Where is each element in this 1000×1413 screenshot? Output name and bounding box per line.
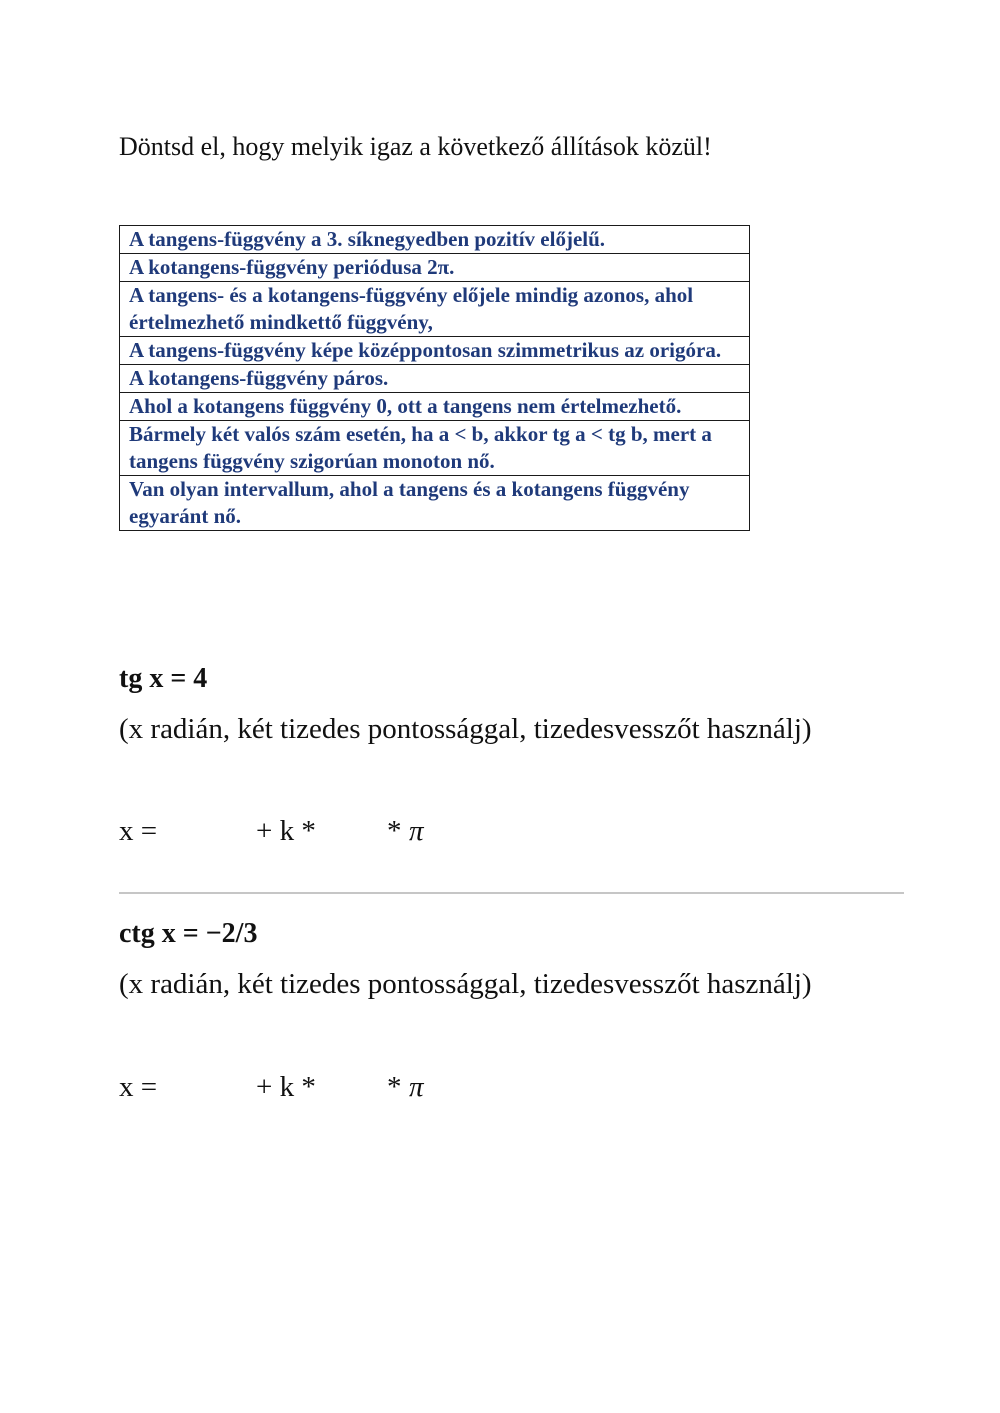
answer-period-label: + k *	[256, 815, 316, 847]
statement-text[interactable]: A kotangens-függvény páros.	[120, 365, 750, 393]
statement-row[interactable]	[120, 254, 750, 282]
task-2-instructions: (x radián, két tizedes pontossággal, tizedesvesszőt használj)	[119, 968, 812, 1000]
task-1-first-value-input[interactable]	[171, 813, 251, 843]
pi-symbol: π	[409, 815, 424, 847]
statement-row[interactable]	[120, 476, 750, 531]
task-2-first-value-input[interactable]	[171, 1069, 251, 1099]
statement-text[interactable]: A kotangens-függvény periódusa 2π.	[120, 254, 750, 282]
statement-text[interactable]: Ahol a kotangens függvény 0, ott a tangens nem értelmezhető.	[120, 393, 750, 421]
task-1-instructions: (x radián, két tizedes pontossággal, tizedesvesszőt használj)	[119, 713, 812, 745]
answer-prefix: x =	[119, 1071, 158, 1103]
task-2-answer-line	[119, 1069, 519, 1105]
instruction-text: Döntsd el, hogy melyik igaz a következő állítások közül!	[119, 132, 712, 161]
statement-row[interactable]	[120, 282, 750, 337]
statements-table	[119, 225, 750, 531]
task-1-period-input[interactable]	[325, 813, 383, 843]
statement-row[interactable]	[120, 226, 750, 254]
statement-text[interactable]: A tangens-függvény a 3. síknegyedben pozitív előjelű.	[120, 226, 750, 254]
statement-row[interactable]	[120, 421, 750, 476]
task-2-period-input[interactable]	[325, 1069, 383, 1099]
answer-period-label: + k *	[256, 1071, 316, 1103]
statement-text[interactable]: Bármely két valós szám esetén, ha a < b, akkor tg a < tg b, mert a tangens függvény szigorúan monoton nő.	[120, 421, 750, 476]
answer-prefix: x =	[119, 815, 158, 847]
statement-text[interactable]: Van olyan intervallum, ahol a tangens és a kotangens függvény egyaránt nő.	[120, 476, 750, 531]
task-2-equation: ctg x = −2/3	[119, 918, 258, 949]
section-divider	[119, 892, 904, 894]
pi-symbol: π	[409, 1071, 424, 1103]
answer-star: *	[387, 1071, 402, 1103]
task-1-answer-line	[119, 813, 519, 849]
task-1-equation: tg x = 4	[119, 663, 208, 694]
statement-row[interactable]	[120, 393, 750, 421]
answer-star: *	[387, 815, 402, 847]
statement-text[interactable]: A tangens- és a kotangens-függvény előjele mindig azonos, ahol értelmezhető mindkettő függvény,	[120, 282, 750, 337]
statement-text[interactable]: A tangens-függvény képe középpontosan szimmetrikus az origóra.	[120, 337, 750, 365]
statement-row[interactable]	[120, 365, 750, 393]
statement-row[interactable]	[120, 337, 750, 365]
